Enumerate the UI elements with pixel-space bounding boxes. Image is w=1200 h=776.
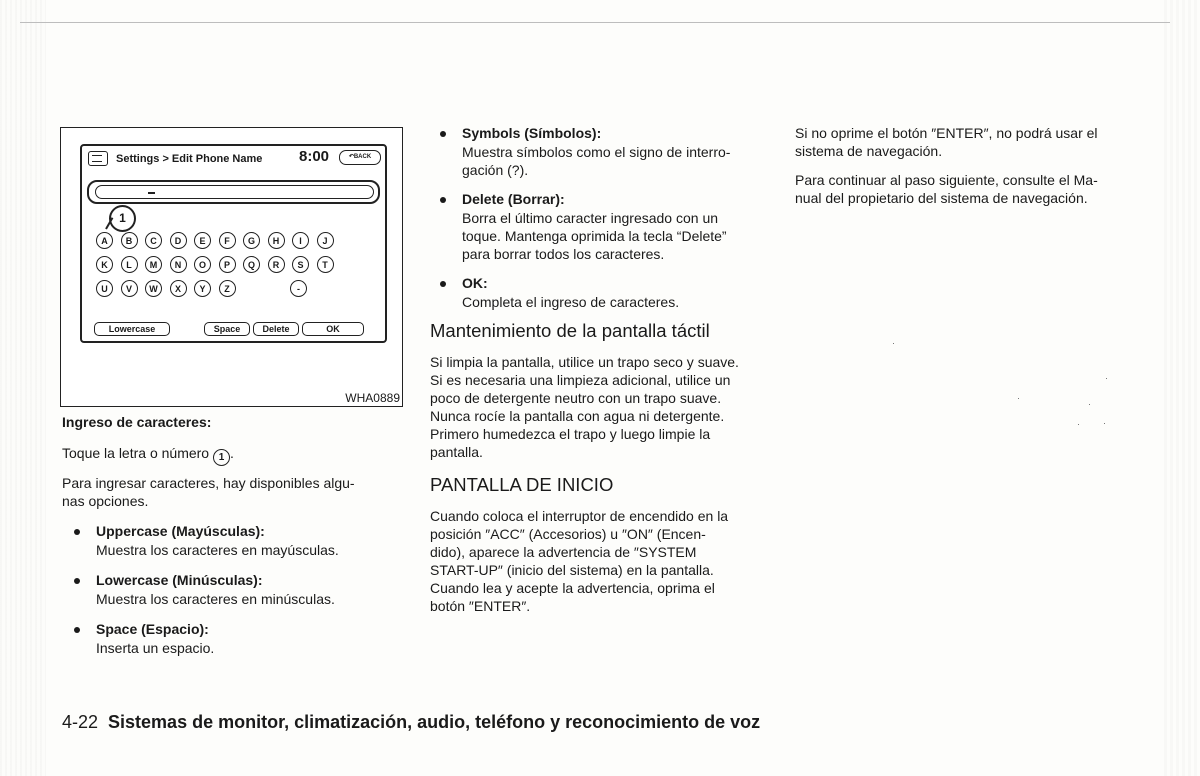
bullet-desc: Inserta un espacio.	[96, 640, 215, 656]
key-f: F	[219, 232, 236, 249]
page-number: 4-22	[62, 712, 99, 732]
bullet-desc: toque. Mantenga oprimida la tecla “Delete”	[462, 228, 727, 244]
key-x: X	[170, 280, 187, 297]
bullet-desc: Borra el último caracter ingresado con un	[462, 210, 719, 226]
maint-line: Primero humedezca el trapo y luego limpie la	[430, 426, 711, 442]
key-dash: -	[290, 280, 307, 297]
chapter-title: Sistemas de monitor, climatización, audio, teléfono y reconocimiento de voz	[108, 712, 761, 732]
key-b: B	[121, 232, 138, 249]
screen-title: Settings > Edit Phone Name	[116, 152, 263, 165]
keyboard-figure	[60, 127, 403, 407]
scan-edge-left	[0, 0, 46, 776]
back-button: ↶BACK	[339, 150, 381, 165]
space-key: Space	[204, 322, 250, 336]
start-line: START-UP″ (inicio del sistema) en la pantalla.	[430, 562, 714, 578]
scan-speck	[1078, 424, 1079, 425]
bullet-title: Delete (Borrar):	[462, 191, 565, 207]
key-d: D	[170, 232, 187, 249]
scan-speck	[1018, 398, 1019, 399]
key-a: A	[96, 232, 113, 249]
left-p1: Toque la letra o número 1 .	[62, 445, 234, 466]
key-r: R	[268, 256, 285, 273]
start-line: Cuando coloca el interruptor de encendido en la	[430, 508, 729, 524]
lowercase-key: Lowercase	[94, 322, 170, 336]
key-j: J	[317, 232, 334, 249]
bullet-desc: Muestra los caracteres en minúsculas.	[96, 591, 335, 607]
maintenance-heading: Mantenimiento de la pantalla táctil	[430, 320, 710, 341]
maint-line: Si limpia la pantalla, utilice un trapo seco y suave.	[430, 354, 739, 370]
key-w: W	[145, 280, 162, 297]
scan-speck	[1106, 378, 1107, 379]
callout-1: 1	[109, 205, 136, 232]
bullet-desc: Muestra símbolos como el signo de interro-	[462, 144, 731, 160]
maint-line: poco de detergente neutro con un trapo suave.	[430, 390, 722, 406]
right-p2-line: nual del propietario del sistema de navegación.	[795, 190, 1088, 206]
key-o: O	[194, 256, 211, 273]
key-s: S	[292, 256, 309, 273]
keys-row-1	[96, 232, 334, 249]
function-keys-row	[94, 322, 364, 336]
bullet-desc: gación (?).	[462, 162, 529, 178]
maint-line: pantalla.	[430, 444, 483, 460]
key-k: K	[96, 256, 113, 273]
key-q: Q	[243, 256, 260, 273]
key-g: G	[243, 232, 260, 249]
bullet-title: Space (Espacio):	[96, 621, 209, 637]
scan-edge-right	[1164, 0, 1200, 776]
top-rule	[20, 22, 1170, 23]
keys-row-3	[96, 280, 236, 297]
right-p1-line: Si no oprime el botón ″ENTER″, no podrá usar el	[795, 125, 1098, 141]
key-e: E	[194, 232, 211, 249]
delete-key: Delete	[253, 322, 299, 336]
key-y: Y	[194, 280, 211, 297]
start-heading: PANTALLA DE INICIO	[430, 474, 614, 495]
start-line: dido), aparece la advertencia de ″SYSTEM	[430, 544, 697, 560]
key-t: T	[317, 256, 334, 273]
bullet-dot	[74, 529, 80, 535]
key-i: I	[292, 232, 309, 249]
key-m: M	[145, 256, 162, 273]
key-n: N	[170, 256, 187, 273]
start-line: botón ″ENTER″.	[430, 598, 531, 614]
left-p2-line2: nas opciones.	[62, 493, 149, 509]
bullet-dot	[440, 281, 446, 287]
keys-row-2	[96, 256, 334, 273]
page-footer	[62, 712, 760, 733]
key-p: P	[219, 256, 236, 273]
bullet-title: OK:	[462, 275, 488, 291]
menu-icon	[88, 151, 108, 166]
key-u: U	[96, 280, 113, 297]
left-heading: Ingreso de caracteres:	[62, 414, 212, 430]
scan-speck	[1104, 423, 1105, 424]
bullet-desc: para borrar todos los caracteres.	[462, 246, 665, 262]
bullet-title: Uppercase (Mayúsculas):	[96, 523, 265, 539]
bullet-desc: Completa el ingreso de caracteres.	[462, 294, 680, 310]
scan-speck	[893, 343, 894, 344]
key-h: H	[268, 232, 285, 249]
bullet-dot	[74, 627, 80, 633]
screen-illustration	[80, 144, 387, 343]
screen-header	[88, 151, 262, 166]
scan-speck	[1089, 404, 1090, 405]
right-p1-line: sistema de navegación.	[795, 143, 943, 159]
key-z: Z	[219, 280, 236, 297]
bullet-dot	[74, 578, 80, 584]
key-v: V	[121, 280, 138, 297]
name-input-field	[87, 180, 380, 204]
left-p2-line1: Para ingresar caracteres, hay disponibles algu-	[62, 475, 355, 491]
bullet-title: Symbols (Símbolos):	[462, 125, 602, 141]
start-line: Cuando lea y acepte la advertencia, oprima el	[430, 580, 715, 596]
callout-ref-1: 1	[213, 449, 230, 466]
bullet-title: Lowercase (Minúsculas):	[96, 572, 263, 588]
key-l: L	[121, 256, 138, 273]
bullet-desc: Muestra los caracteres en mayúsculas.	[96, 542, 339, 558]
maint-line: Si es necesaria una limpieza adicional, utilice un	[430, 372, 731, 388]
bullet-dot	[440, 197, 446, 203]
bullet-dot	[440, 131, 446, 137]
key-c: C	[145, 232, 162, 249]
text-cursor	[148, 192, 155, 194]
ok-key: OK	[302, 322, 364, 336]
clock: 8:00	[299, 148, 330, 165]
start-line: posición ″ACC″ (Accesorios) u ″ON″ (Encen-	[430, 526, 706, 542]
right-p2-line: Para continuar al paso siguiente, consulte el Ma-	[795, 172, 1098, 188]
figure-code: WHA0889	[345, 391, 400, 405]
maint-line: Nunca rocíe la pantalla con agua ni detergente.	[430, 408, 725, 424]
